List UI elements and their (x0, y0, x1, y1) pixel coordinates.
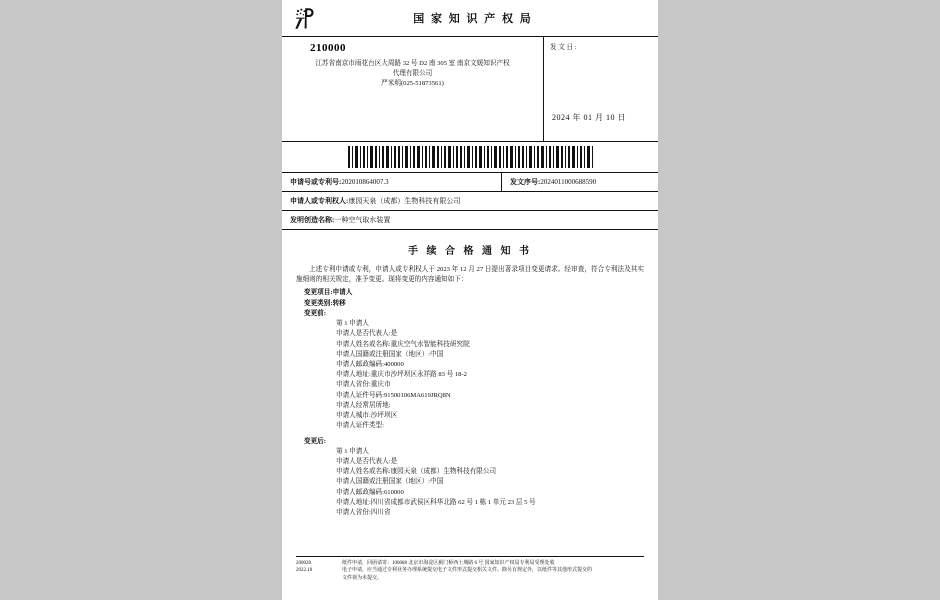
footer-code-line: 2022.10 (296, 568, 313, 573)
document-barcode (346, 146, 594, 168)
list-item: 申请人国籍或注册国家（地区）:中国 (336, 350, 444, 358)
list-item: 申请人地址:四川省成都市武侯区科华北路 62 号 1 栋 1 单元 23 层 5 号 (336, 498, 536, 506)
row-applicant (282, 192, 658, 211)
footer-code-line: 200028 (296, 560, 311, 566)
footer-note-line: 纸件申请，回函请寄：100088 北京市海淀区蓟门桥西土城路 6 号 国家知识产权局专利局受理处收 (342, 560, 555, 566)
invention-label: 发明创造名称: (290, 216, 335, 224)
document-serial-cell (502, 173, 658, 191)
list-item: 申请人省份:重庆市 (336, 381, 391, 389)
list-item: 申请人是否代表人:是 (336, 330, 398, 338)
recipient-address-block (282, 37, 544, 141)
notice-title: 手 续 合 格 通 知 书 (408, 246, 532, 257)
change-after-label: 变更后: (304, 437, 326, 445)
notice-sheet (282, 0, 658, 600)
row-invention (282, 211, 658, 230)
invention-value: 一种空气取水装置 (334, 216, 391, 224)
applicant-label: 申请人或专利权人: (290, 197, 349, 205)
list-item: 申请人姓名或名称:重庆空气水智能科技研究院 (336, 340, 470, 348)
list-item: 申请人邮政编码:400000 (336, 360, 404, 368)
list-item: 第 1 申请人 (336, 320, 369, 328)
application-number-value: 202010864007.3 (341, 178, 389, 186)
invention-cell (282, 211, 658, 229)
send-date-value: 2024 年 01 月 10 日 (552, 113, 626, 122)
org-title: 国 家 知 识 产 权 局 (413, 13, 533, 25)
postal-code: 210000 (310, 42, 346, 54)
send-date-label: 发 文 日 : (550, 44, 577, 51)
footer-note (342, 560, 644, 583)
address-line-2: 代理有限公司 (392, 69, 433, 77)
address-line-3: 严米明(025-51873561) (381, 79, 444, 87)
list-item: 第 1 申请人 (336, 447, 369, 455)
send-date-block (544, 37, 658, 141)
applicant-value: 康园天泉（成都）生物科技有限公司 (348, 197, 461, 205)
applicant-cell (282, 192, 658, 210)
address-lines (288, 59, 537, 89)
change-before-list (296, 319, 644, 431)
list-item: 申请人是否代表人:是 (336, 457, 398, 465)
change-type-label: 变更类别:转移 (304, 299, 346, 307)
notice-paragraph: 上述专利申请或专利，申请人或专利权人于 2023 年 12 月 27 日提出著录项目变更请求。经审查，符合专利法及其实施细则的相关规定，准予变更。现将变更的内容通知如下： (296, 266, 644, 284)
list-item: 申请人省份:四川省 (336, 509, 391, 517)
document-serial-label: 发文序号: (510, 178, 541, 186)
change-project-label: 变更项目:申请人 (304, 289, 353, 297)
list-item: 申请人姓名或名称:康园天泉（成都）生物科技有限公司 (336, 468, 497, 476)
footer-form-code (296, 560, 342, 583)
change-after-list (296, 447, 644, 519)
address-date-row (282, 37, 658, 142)
list-item: 申请人地址:重庆市沙坪坝区永祥路 83 号 18-2 (336, 371, 467, 379)
document-header (282, 0, 658, 37)
notice-body (282, 265, 658, 518)
application-number-cell (282, 173, 502, 191)
footer-note-line: 文件视为未提交。 (342, 575, 383, 581)
document-footer (296, 556, 644, 583)
document-serial-value: 2024011000688590 (540, 178, 597, 186)
list-item: 申请人经常居所地: (336, 401, 391, 409)
address-line-1: 江苏省南京市雨花台区大周路 32 号 D2 南 305 室 南京文媛知识产权 (315, 60, 510, 67)
list-item: 申请人城市:沙坪坝区 (336, 412, 398, 420)
list-item: 申请人国籍或注册国家（地区）:中国 (336, 478, 444, 486)
cnipa-logo-icon (292, 6, 318, 32)
row-application-number (282, 173, 658, 192)
list-item: 申请人证件号码:91500106MA619JRQ8N (336, 391, 451, 399)
barcode-cell (282, 142, 658, 173)
list-item: 申请人证件类型: (336, 422, 384, 430)
change-before-label: 变更前: (304, 309, 326, 317)
list-item: 申请人邮政编码:610000 (336, 488, 404, 496)
footer-note-line: 电子申请，应当通过专利业务办理系统提交电子文件形式提交相关文件。除另有规定外，以纸件等其他形式提交的 (342, 568, 593, 573)
application-number-label: 申请号或专利号: (290, 178, 342, 186)
